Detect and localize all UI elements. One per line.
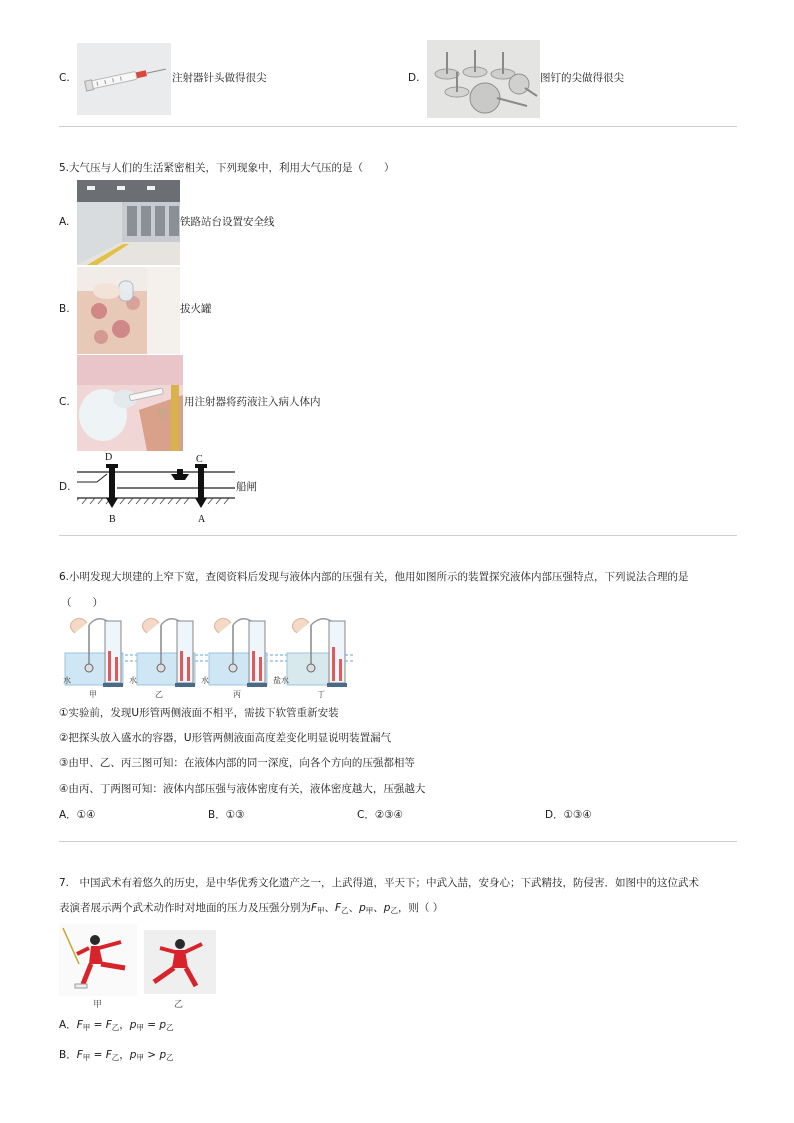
q6-choice-a[interactable]: A．①④ [59,809,96,821]
injection-photo [77,355,183,451]
q7-stem-line1: 7. 中国武术有着悠久的历史，是中华优秀文化遗产之一，上武得道，平天下；中武入喆，安身心；下武精技，防侵害．如图中的这位武术 [59,877,700,889]
q5-option-a-text: 铁路站台设置安全线 [180,216,275,228]
q6-stem-line1: 6.小明发现大坝建的上窄下宽，查阅资料后发现与液体内部的压强有关，他用如图所示的装置探究液体内部压强特点，下列说法合理的是 [59,571,689,583]
fig-name-label: 丙 [233,690,241,699]
q6-choice-d[interactable]: D．①③④ [545,809,592,821]
q4-option-d-label: D. [408,72,420,84]
martial-artist-jia-photo [59,924,137,996]
lock-label-c: C [196,454,203,465]
thumbtacks-photo [427,40,540,118]
u-tube-experiment-figure [59,613,359,703]
cupping-photo [77,267,180,354]
q5-option-d-text: 船闸 [236,481,257,493]
divider [59,126,737,127]
q6-statement-2: ②把探头放入盛水的容器，U形管两侧液面高度差变化明显说明装置漏气 [59,732,392,744]
fig-liquid-label: 盐水 [273,676,289,685]
q5-option-a-label: A. [59,216,70,228]
divider [59,535,737,536]
q4-option-d-text: 图钉的尖做得很尖 [540,72,624,84]
q5-option-c-label: C. [59,396,70,408]
fig-liquid-label: 水 [201,676,209,685]
divider [59,841,737,842]
fig-liquid-label: 水 [129,676,137,685]
q6-statement-4: ④由丙、丁两图可知：液体内部压强与液体密度有关，液体密度越大，压强越大 [59,783,426,795]
q6-stem-line2: （ ） [61,597,103,609]
q5-stem: 5.大气压与人们的生活紧密相关，下列现象中，利用大气压的是（ ） [59,162,395,174]
fig-label-yi: 乙 [174,1000,184,1010]
q7-option-b[interactable]: B．$F_甲 = F_乙$，$p_甲 > p_乙$ [59,1049,174,1062]
fig-label-jia: 甲 [93,1000,103,1010]
q6-statement-3: ③由甲、乙、丙三图可知：在液体内部的同一深度，向各个方向的压强都相等 [59,757,415,769]
q5-option-b-text: 拔火罐 [180,303,212,315]
q6-statement-1: ①实验前，发现U形管两侧液面不相平，需拔下软管重新安装 [59,707,339,719]
q5-option-b-label: B. [59,303,70,315]
q7-option-a[interactable]: A．$F_甲 = F_乙$，$p_甲 = p_乙$ [59,1019,174,1032]
q7-stem-line2: 表演者展示两个武术动作时对地面的压力及压强分别为$F_甲$、$F_乙$、$p_甲$、$p_乙$，则（ ） [59,902,444,915]
fig-name-label: 丁 [317,690,325,699]
ship-lock-diagram [77,450,237,526]
q4-option-c-label: C. [59,72,70,84]
martial-artist-yi-photo [144,930,216,994]
q6-choice-c[interactable]: C．②③④ [357,809,404,821]
syringe-photo [77,43,171,115]
lock-label-a: A [198,514,206,525]
lock-label-b: B [109,514,116,525]
q4-option-c-text: 注射器针头做得很尖 [172,72,267,84]
lock-label-d: D [105,452,113,463]
railway-platform-photo [77,180,180,265]
q5-option-d-label: D. [59,481,71,493]
q6-choice-b[interactable]: B．①③ [208,809,245,821]
fig-name-label: 乙 [155,690,163,699]
fig-liquid-label: 水 [63,676,71,685]
fig-name-label: 甲 [89,690,97,699]
q5-option-c-text: 用注射器将药液注入病人体内 [184,396,321,408]
